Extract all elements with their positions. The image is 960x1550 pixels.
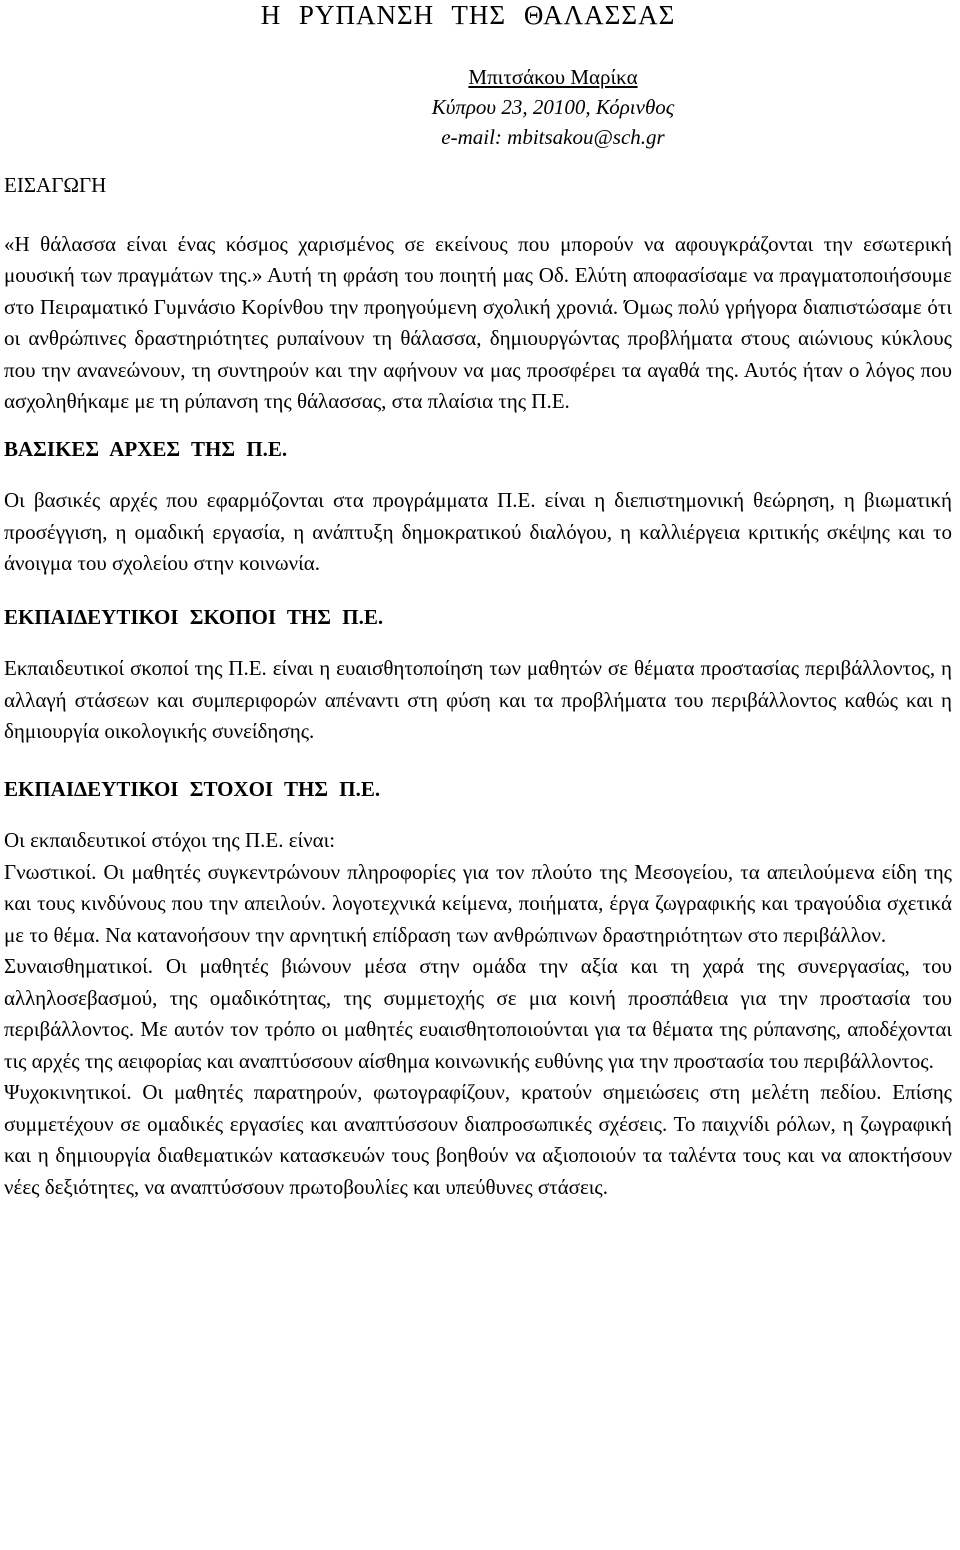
basic-principles-heading: ΒΑΣΙΚΕΣ ΑΡΧΕΣ ΤΗΣ Π.Ε.	[4, 436, 288, 461]
psychomotor-goals-paragraph: Ψυχοκινητικοί. Οι μαθητές παρατηρούν, φωτογραφίζουν, κρατούν σημειώσεις στη μελέτη πεδίου. Επίσης συμμετέχουν σε ομαδικές εργασίες και αναπτύσσουν διαπροσωπικές σχέσεις. Το παιχνίδι ρόλων, η ζωγραφική και η δημιουργία διαθεματικών κατασκευών τους βοηθούν να αξιοποιούν τα ταλέντα τους και να αποκτήσουν νέες δεξιότητες, να αναπτύσσουν πρωτοβουλίες και υπεύθυνες στάσεις.	[4, 1080, 952, 1199]
author-block	[154, 62, 952, 152]
cognitive-goals-paragraph: Γνωστικοί. Οι μαθητές συγκεντρώνουν πληροφορίες για τον πλούτο της Μεσογείου, τα απειλούμενα είδη της και τους κινδύνους που την απειλούν. λογοτεχνικά κείμενα, ποιήματα, έργα ζωγραφικής και τραγούδια σχετικά με το θέμα. Να κατανοήσουν την αρνητική επίδραση των ανθρώπινων δραστηριότητων στο περιβάλλον.	[4, 859, 952, 947]
basic-principles-paragraph: Οι βασικές αρχές που εφαρμόζονται στα προγράμματα Π.Ε. είναι η διεπιστημονική θεώρηση, η βιωματική προσέγγιση, η ομαδική εργασία, η ανάπτυξη δημοκρατικού διαλόγου, η καλλιέργεια κριτικής σκέψης και το άνοιγμα του σχολείου στην κοινωνία.	[4, 488, 952, 575]
emotional-goals-paragraph: Συναισθηματικοί. Οι μαθητές βιώνουν μέσα στην ομάδα την αξία και τη χαρά της συνεργασίας, του αλληλοσεβασμού, της ομαδικότητας, της συμμετοχής σε μια κοινή προσπάθεια για την προστασία του περιβάλλοντος. Με αυτόν τον τρόπο οι μαθητές ευαισθητοποιούνται για τα θέματα της ρύπανσης, αποδέχονται τις αρχές της αειφορίας και αναπτύσσουν αίσθημα κοινωνικής ευθύνης για την προστασία του περιβάλλοντος.	[4, 954, 952, 1073]
intro-heading: ΕΙΣΑΓΩΓΗ	[4, 173, 107, 197]
document-title: Η ΡΥΠΑΝΣΗ ΤΗΣ ΘΑΛΑΣΣΑΣ	[260, 0, 676, 30]
edu-goals-intro: Οι εκπαιδευτικοί στόχοι της Π.Ε. είναι:	[4, 828, 336, 852]
author-address: Κύπρου 23, 20100, Κόρινθος	[431, 95, 675, 119]
edu-aims-paragraph: Εκπαιδευτικοί σκοποί της Π.Ε. είναι η ευαισθητοποίηση των μαθητών σε θέματα προστασίας περιβάλλοντος, η αλλαγή στάσεων και συμπεριφορών απέναντι στη φύση και τα προβλήματα του περιβάλλοντος καθώς και η δημιουργία οικολογικής συνείδησης.	[4, 656, 952, 743]
edu-aims-heading: ΕΚΠΑΙΔΕΥΤΙΚΟΙ ΣΚΟΠΟΙ ΤΗΣ Π.Ε.	[4, 604, 384, 629]
author-email: e-mail: mbitsakou@sch.gr	[441, 125, 665, 149]
intro-paragraph: «Η θάλασσα είναι ένας κόσμος χαρισμένος σε εκείνους που μπορούν να αφουγκράζονται την εσωτερική μουσική των πραγμάτων της.» Αυτή τη φράση του ποιητή μας Οδ. Ελύτη αποφασίσαμε να πραγματοποιήσουμε στο Πειραματικό Γυμνάσιο Κορίνθου την προηγούμενη σχολική χρονιά. Όμως πολύ γρήγορα διαπιστώσαμε ότι οι ανθρώπινες δραστηριότητες ρυπαίνουν τη θάλασσα, δημιουργώντας προβλήματα στους αιώνιους κύκλους που την ανανεώνουν, τη συντηρούν και την αφήνουν να μας προσφέρει τα αγαθά της. Αυτός ήταν ο λόγος που ασχοληθήκαμε με τη ρύπανση της θάλασσας, στα πλαίσια της Π.Ε.	[4, 231, 952, 413]
author-name: Μπιτσάκου Μαρίκα	[468, 65, 638, 89]
edu-goals-heading: ΕΚΠΑΙΔΕΥΤΙΚΟΙ ΣΤΟΧΟΙ ΤΗΣ Π.Ε.	[4, 776, 381, 801]
